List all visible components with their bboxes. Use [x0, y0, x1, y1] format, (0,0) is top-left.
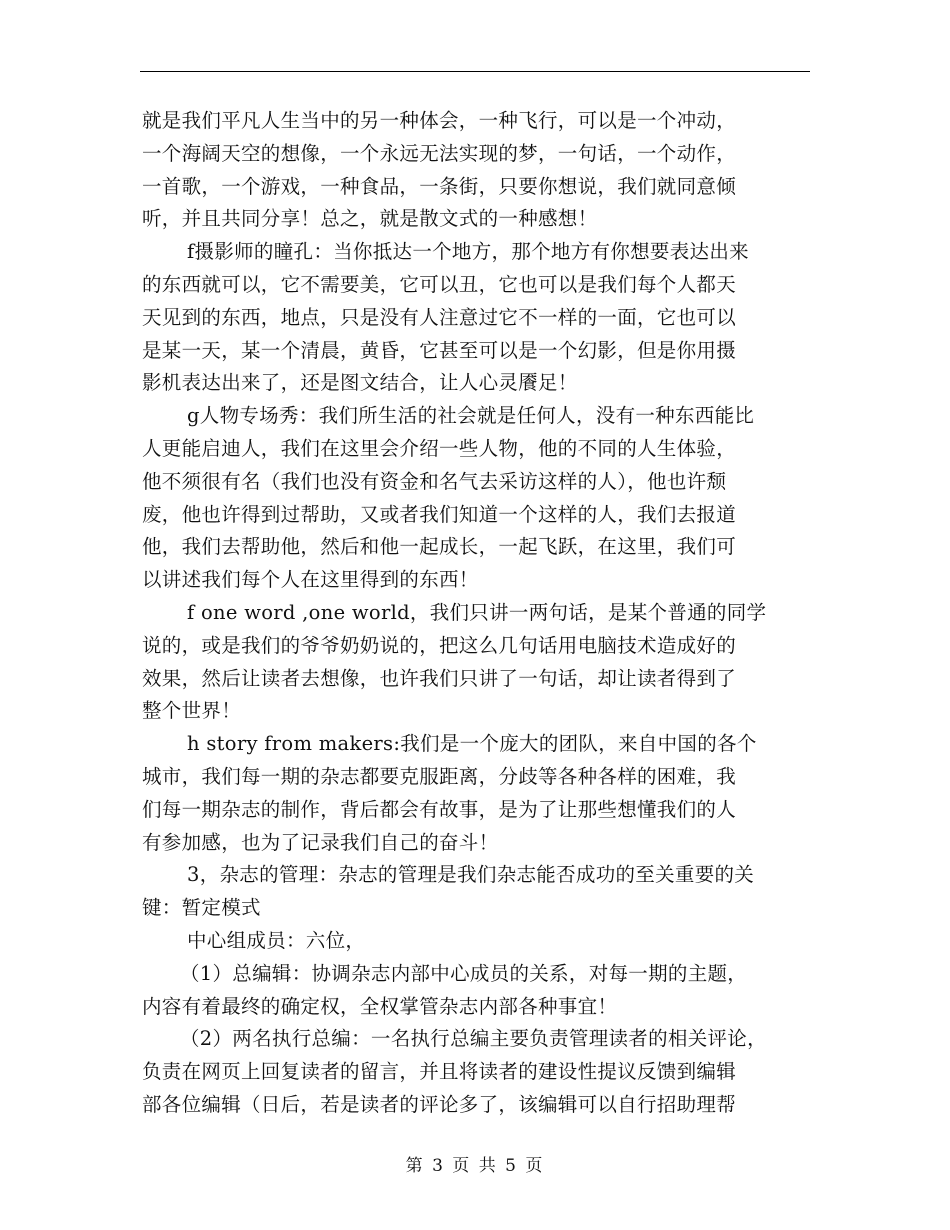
page-footer: 第 3 页 共 5 页 — [405, 1156, 545, 1176]
document-body — [142, 105, 814, 1122]
text-line: 的东西就可以，它不需要美，它可以丑，它也可以是我们每个人都天 — [142, 272, 737, 296]
text-line: f摄影师的瞳孔：当你抵达一个地方，那个地方有你想要表达出来 — [187, 240, 749, 264]
text-line: 效果，然后让读者去想像，也许我们只讲了一句话，却让读者得到了 — [142, 666, 737, 690]
text-line: 整个世界！ — [142, 699, 242, 723]
header-rule — [140, 71, 810, 72]
text-line: g人物专场秀：我们所生活的社会就是任何人，没有一种东西能比 — [187, 404, 755, 428]
text-line: 就是我们平凡人生当中的另一种体会，一种飞行，可以是一个冲动， — [142, 109, 737, 132]
text-line: 键：暂定模式 — [142, 896, 261, 920]
text-line: 中心组成员：六位， — [187, 928, 366, 952]
text-line: （1）总编辑：协调杂志内部中心成员的关系，对每一期的主题， — [180, 961, 748, 985]
text-line: 内容有着最终的确定权，全权掌管杂志内部各种事宜！ — [142, 994, 618, 1018]
text-line: 他不须很有名（我们也没有资金和名气去采访这样的人），他也许颓 — [142, 469, 727, 493]
text-line: 3，杂志的管理：杂志的管理是我们杂志能否成功的至关重要的关 — [187, 863, 755, 887]
text-line: 他，我们去帮助他，然后和他一起成长，一起飞跃，在这里，我们可 — [142, 535, 737, 559]
text-line: 废，他也许得到过帮助，又或者我们知道一个这样的人，我们去报道 — [142, 502, 737, 526]
text-line: 是某一天，某一个清晨，黄昏，它甚至可以是一个幻影，但是你用摄 — [142, 338, 737, 362]
text-line: 一首歌，一个游戏，一种食品，一条街，只要你想说，我们就同意倾 — [142, 174, 737, 198]
text-line: 城市，我们每一期的杂志都要克服距离，分歧等各种各样的困难，我 — [142, 764, 737, 788]
text-line: 天见到的东西，地点，只是没有人注意过它不一样的一面，它也可以 — [142, 305, 737, 329]
text-line: 一个海阔天空的想像，一个永远无法实现的梦，一句话，一个动作， — [142, 141, 737, 165]
text-line: f one word ,one world，我们只讲一两句话，是某个普通的同学 — [187, 600, 767, 624]
text-line: 负责在网页上回复读者的留言，并且将读者的建设性提议反馈到编辑 — [142, 1060, 737, 1084]
text-line: 有参加感，也为了记录我们自己的奋斗！ — [142, 830, 499, 854]
text-line: 们每一期杂志的制作，背后都会有故事，是为了让那些想懂我们的人 — [142, 797, 737, 821]
text-line: （2）两名执行总编：一名执行总编主要负责管理读者的相关评论， — [180, 1027, 767, 1051]
text-line: 以讲述我们每个人在这里得到的东西！ — [142, 568, 479, 592]
text-line: 说的，或是我们的爷爷奶奶说的，把这么几句话用电脑技术造成好的 — [142, 633, 737, 657]
text-line: h story from makers:我们是一个庞大的团队，来自中国的各个 — [187, 732, 757, 756]
text-line: 部各位编辑（日后，若是读者的评论多了，该编辑可以自行招助理帮 — [142, 1092, 737, 1116]
text-line: 影机表达出来了，还是图文结合，让人心灵餍足！ — [142, 371, 578, 395]
text-line: 听，并且共同分享！总之，就是散文式的一种感想！ — [142, 207, 598, 231]
text-line: 人更能启迪人，我们在这里会介绍一些人物，他的不同的人生体验， — [142, 436, 737, 460]
